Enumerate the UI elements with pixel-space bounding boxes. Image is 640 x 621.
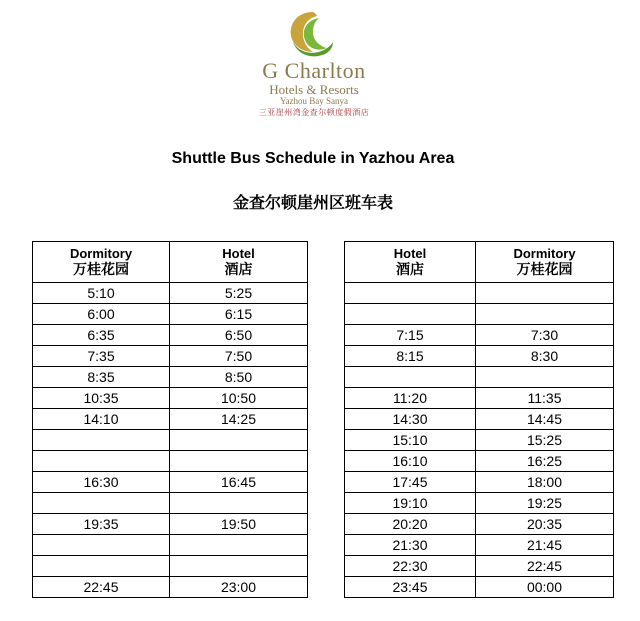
column-header-label-cn: 万桂花园 (516, 262, 573, 278)
brand-name: G Charlton (262, 58, 366, 83)
time-cell (170, 556, 308, 577)
time-cell: 23:45 (345, 577, 476, 598)
column-header-dormitory (33, 242, 170, 283)
table-row (33, 472, 308, 493)
time-cell: 19:50 (170, 514, 308, 535)
table-row (345, 367, 614, 388)
time-cell: 8:30 (476, 346, 614, 367)
time-cell: 19:10 (345, 493, 476, 514)
table-row (345, 535, 614, 556)
time-cell: 7:50 (170, 346, 308, 367)
table-row (33, 283, 308, 304)
time-cell: 6:15 (170, 304, 308, 325)
table-row (345, 514, 614, 535)
column-header-label-cn: 酒店 (224, 262, 253, 278)
time-cell: 5:25 (170, 283, 308, 304)
time-cell (476, 283, 614, 304)
time-cell: 6:00 (33, 304, 170, 325)
table-row (345, 388, 614, 409)
left-table-body (33, 283, 308, 598)
time-cell: 20:35 (476, 514, 614, 535)
table-row (33, 409, 308, 430)
time-cell: 11:35 (476, 388, 614, 409)
time-cell: 7:15 (345, 325, 476, 346)
time-cell (33, 556, 170, 577)
time-cell (33, 451, 170, 472)
brand-location: Yazhou Bay Sanya (279, 96, 349, 106)
time-cell (345, 283, 476, 304)
column-header-dormitory (476, 242, 614, 283)
time-cell (33, 493, 170, 514)
right-table-body (345, 283, 614, 598)
column-header-label-en: Dormitory (69, 246, 133, 261)
time-cell: 14:10 (33, 409, 170, 430)
table-row (345, 304, 614, 325)
time-cell (345, 367, 476, 388)
table-row (33, 451, 308, 472)
time-cell: 7:30 (476, 325, 614, 346)
time-cell (170, 451, 308, 472)
time-cell (33, 430, 170, 451)
time-cell: 22:45 (33, 577, 170, 598)
table-row (33, 304, 308, 325)
column-header-label-cn: 万桂花园 (73, 262, 129, 278)
time-cell: 14:45 (476, 409, 614, 430)
time-cell: 22:45 (476, 556, 614, 577)
g-charlton-logo-icon (283, 8, 335, 60)
column-header-hotel (170, 242, 308, 283)
time-cell (170, 430, 308, 451)
table-row (345, 472, 614, 493)
table-row (345, 430, 614, 451)
table-row (345, 493, 614, 514)
table-row (33, 577, 308, 598)
time-cell: 19:25 (476, 493, 614, 514)
time-cell: 5:10 (33, 283, 170, 304)
time-cell: 7:35 (33, 346, 170, 367)
table-row (345, 556, 614, 577)
hotel-logo (0, 0, 640, 125)
time-cell (170, 493, 308, 514)
brand-subtitle: Hotels & Resorts (269, 82, 359, 97)
table-row (345, 283, 614, 304)
time-cell: 16:30 (33, 472, 170, 493)
time-cell (476, 367, 614, 388)
brand-chinese-name: 三亚崖州湾金查尔顿度假酒店 (258, 108, 370, 117)
time-cell: 16:25 (476, 451, 614, 472)
time-cell: 10:35 (33, 388, 170, 409)
time-cell: 21:45 (476, 535, 614, 556)
time-cell: 17:45 (345, 472, 476, 493)
time-cell: 8:15 (345, 346, 476, 367)
time-cell: 22:30 (345, 556, 476, 577)
time-cell: 16:10 (345, 451, 476, 472)
time-cell (170, 535, 308, 556)
column-header-label-en: Dormitory (513, 246, 576, 261)
time-cell: 00:00 (476, 577, 614, 598)
schedule-title-chinese: 金查尔顿崖州区班车表 (232, 193, 393, 212)
time-cell (345, 304, 476, 325)
time-cell: 8:50 (170, 367, 308, 388)
table-row (33, 388, 308, 409)
time-cell: 10:50 (170, 388, 308, 409)
time-cell: 6:35 (33, 325, 170, 346)
table-row (345, 409, 614, 430)
time-cell: 15:10 (345, 430, 476, 451)
table-row (33, 493, 308, 514)
time-cell: 19:35 (33, 514, 170, 535)
time-cell: 16:45 (170, 472, 308, 493)
time-cell: 20:20 (345, 514, 476, 535)
time-cell: 15:25 (476, 430, 614, 451)
column-header-label-cn: 酒店 (396, 262, 424, 278)
table-row (33, 514, 308, 535)
column-header-label-en: Hotel (222, 246, 255, 261)
time-cell: 21:30 (345, 535, 476, 556)
hotel-to-dormitory-table (344, 241, 614, 598)
time-cell (476, 304, 614, 325)
dormitory-to-hotel-table (32, 241, 308, 598)
table-row (33, 535, 308, 556)
table-row (345, 451, 614, 472)
table-row (33, 367, 308, 388)
time-cell: 11:20 (345, 388, 476, 409)
time-cell: 8:35 (33, 367, 170, 388)
table-row (345, 325, 614, 346)
table-header-row (345, 242, 614, 283)
time-cell: 18:00 (476, 472, 614, 493)
table-row (33, 556, 308, 577)
table-row (345, 577, 614, 598)
table-row (33, 346, 308, 367)
time-cell: 23:00 (170, 577, 308, 598)
time-cell (33, 535, 170, 556)
table-header-row (33, 242, 308, 283)
time-cell: 14:30 (345, 409, 476, 430)
table-row (33, 325, 308, 346)
column-header-hotel (345, 242, 476, 283)
time-cell: 6:50 (170, 325, 308, 346)
table-row (33, 430, 308, 451)
schedule-title-english: Shuttle Bus Schedule in Yazhou Area (171, 150, 455, 167)
time-cell: 14:25 (170, 409, 308, 430)
table-row (345, 346, 614, 367)
column-header-label-en: Hotel (393, 246, 427, 261)
